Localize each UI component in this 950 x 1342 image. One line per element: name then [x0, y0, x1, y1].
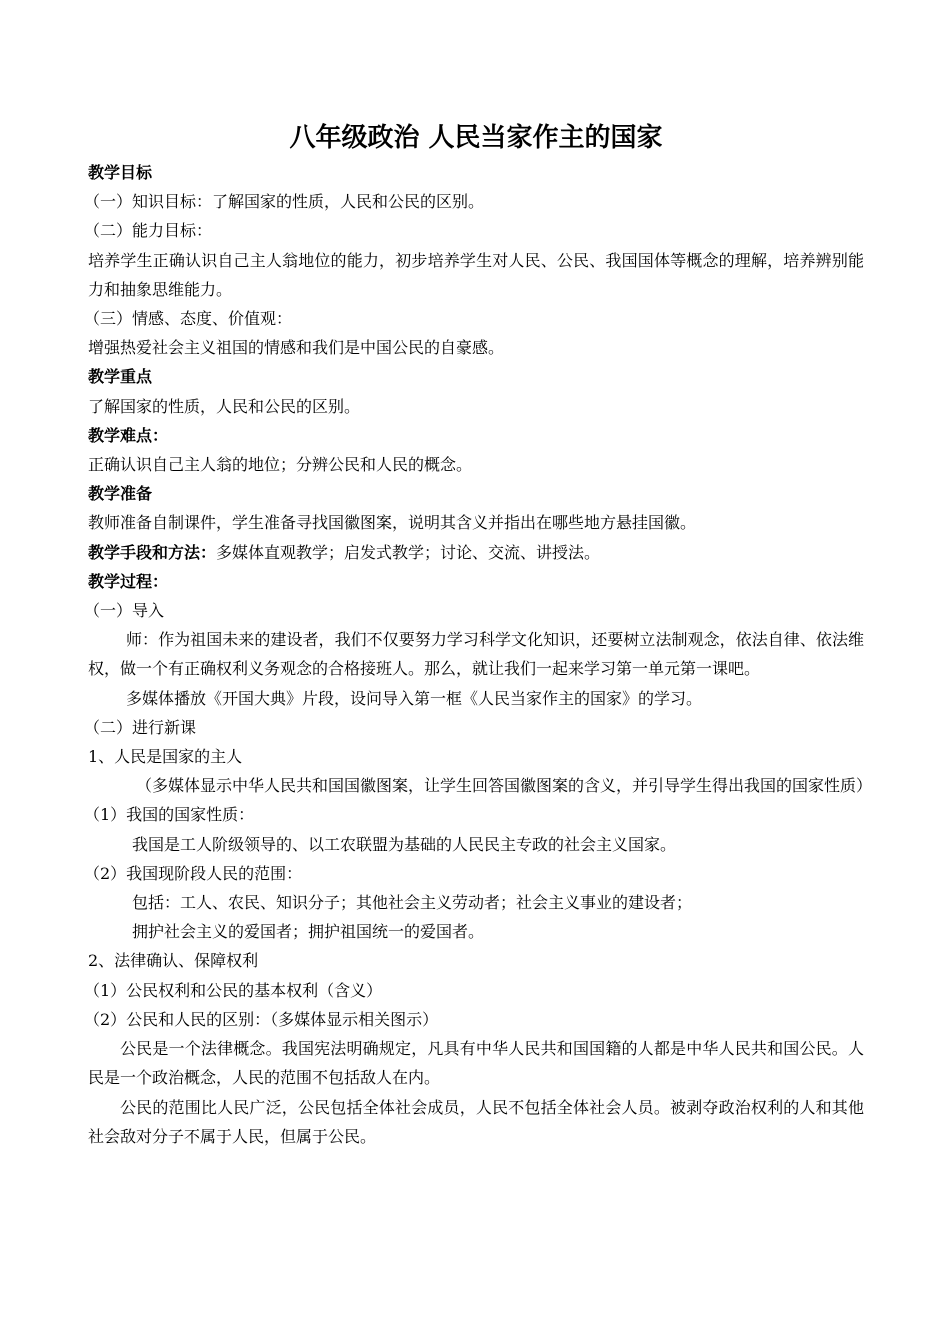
key-points-text: 了解国家的性质，人民和公民的区别。: [88, 396, 361, 416]
preparation-text: 教师准备自制课件，学生准备寻找国徽图案，说明其含义并指出在哪些地方悬挂国徽。: [88, 513, 697, 533]
subsection-1-2-label: （2）我国现阶段人民的范围：: [84, 863, 303, 883]
process-new-lesson-label: （二）进行新课: [84, 717, 197, 737]
document-title: 八年级政治 人民当家作主的国家: [289, 123, 663, 153]
objective-ability-label: （二）能力目标：: [84, 221, 213, 241]
objective-emotion-text: 增强热爱社会主义祖国的情感和我们是中国公民的自豪感。: [88, 338, 505, 358]
subsection-2-paragraph-2: 公民的范围比人民广泛，公民包括全体社会成员，人民不包括全体社会人员。被剥夺政治权利的人和其他社会敌对分子不属于人民，但属于公民。: [88, 1097, 864, 1146]
objective-emotion-label: （三）情感、态度、价值观：: [84, 309, 293, 329]
objective-knowledge: （一）知识目标：了解国家的性质，人民和公民的区别。: [84, 192, 485, 212]
methods-text: 多媒体直观教学；启发式教学；讨论、交流、讲授法。: [216, 542, 601, 562]
subsection-2-1-label: （1）公民权利和公民的基本权利（含义）: [84, 980, 383, 1000]
process-intro-label: （一）导入: [84, 601, 165, 621]
subsection-2-2-label: （2）公民和人民的区别：（多媒体显示相关图示）: [84, 1009, 439, 1029]
section-heading-difficulties: 教学难点：: [88, 425, 169, 445]
subsection-2-paragraph-1: 公民是一个法律概念。我国宪法明确规定，凡具有中华人民共和国国籍的人都是中华人民共和国公民。人民是一个政治概念，人民的范围不包括敌人在内。: [88, 1039, 864, 1088]
subsection-1-1-text: 我国是工人阶级领导的、以工农联盟为基础的人民民主专政的社会主义国家。: [132, 834, 677, 854]
subsection-1-1-label: （1）我国的国家性质：: [84, 805, 255, 825]
section-heading-objectives: 教学目标: [88, 163, 153, 182]
subsection-1-2-text-b: 拥护社会主义的爱国者；拥护祖国统一的爱国者。: [132, 922, 485, 942]
difficulties-text: 正确认识自己主人翁的地位；分辨公民和人民的概念。: [88, 455, 473, 475]
section-heading-preparation: 教学准备: [88, 484, 153, 504]
subsection-1-title: 1、人民是国家的主人: [88, 747, 243, 767]
subsection-1-2-text-a: 包括：工人、农民、知识分子；其他社会主义劳动者；社会主义事业的建设者；: [132, 893, 693, 913]
section-heading-key-points: 教学重点: [88, 367, 153, 387]
subsection-2-title: 2、法律确认、保障权利: [88, 951, 259, 971]
process-intro-media: 多媒体播放《开国大典》片段，设问导入第一框《人民当家作主的国家》的学习。: [126, 688, 703, 708]
process-intro-text: 师：作为祖国未来的建设者，我们不仅要努力学习科学文化知识，还要树立法制观念，依法自律、依法维权，做一个有正确权利义务观念的合格接班人。那么，就让我们一起来学习第一单元第一课吧。: [88, 630, 864, 679]
objective-ability-text: 培养学生正确认识自己主人翁地位的能力，初步培养学生对人民、公民、我国国体等概念的理解，培养辨别能力和抽象思维能力。: [88, 250, 864, 299]
section-heading-process: 教学过程：: [88, 571, 169, 591]
methods-line: [88, 538, 864, 567]
subsection-1-media: （多媒体显示中华人民共和国国徽图案，让学生回答国徽图案的含义，并引导学生得出我国的国家性质）: [136, 776, 873, 796]
document-page: [84, 118, 873, 1151]
section-heading-methods: 教学手段和方法：: [88, 542, 217, 562]
